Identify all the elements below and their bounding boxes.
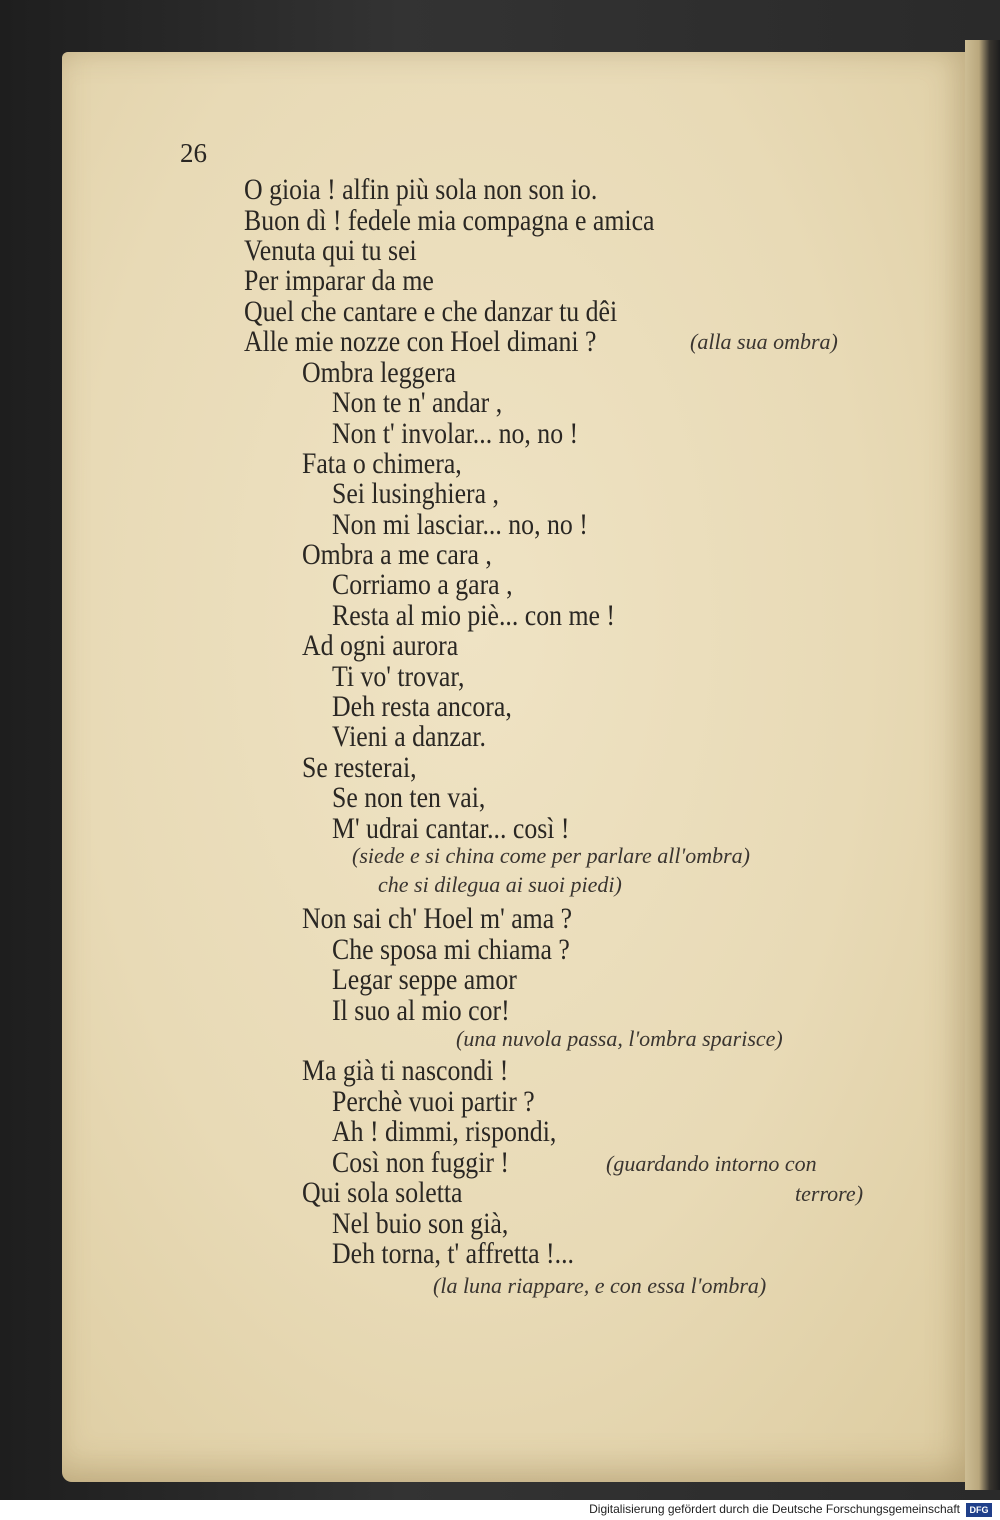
verse-line: Ma già ti nascondi !	[302, 1054, 509, 1087]
stage-direction: (alla sua ombra)	[690, 329, 838, 354]
verse-line: Nel buio son già,	[332, 1207, 509, 1240]
verse-line: Ombra leggera	[302, 356, 457, 389]
verse-line: Non te n' andar ,	[332, 386, 503, 419]
verse-line: Ti vo' trovar,	[332, 660, 465, 693]
verse-line: Ad ogni aurora	[302, 629, 459, 662]
verse-line: Qui sola soletta	[302, 1176, 463, 1209]
verse-line: Resta al mio piè... con me !	[332, 599, 616, 632]
verse-line: Sei lusinghiera ,	[332, 477, 499, 510]
verse-line: Fata o chimera,	[302, 447, 462, 480]
verse-line: Non t' involar... no, no !	[332, 417, 579, 450]
verse-line: Per imparar da me	[244, 264, 434, 297]
digitization-footer	[0, 1500, 1000, 1520]
verse-line: Che sposa mi chiama ?	[332, 933, 570, 966]
verse-line: Non mi lasciar... no, no !	[332, 508, 588, 541]
verse-line: O gioia ! alfin più sola non son io.	[244, 173, 598, 206]
verse-line: Ah ! dimmi, rispondi,	[332, 1115, 557, 1148]
verse-line: Venuta qui tu sei	[244, 234, 417, 267]
stage-direction: terrore)	[795, 1181, 864, 1206]
verse-line: Se non ten vai,	[332, 781, 486, 814]
stage-direction: (una nuvola passa, l'ombra sparisce)	[456, 1026, 783, 1051]
verse-line: Legar seppe amor	[332, 963, 517, 996]
verse-line: Se resterai,	[302, 751, 417, 784]
verse-line: Il suo al mio cor!	[332, 994, 510, 1027]
verse-line: Non sai ch' Hoel m' ama ?	[302, 902, 573, 935]
stage-direction: (la luna riappare, e con essa l'ombra)	[433, 1273, 767, 1298]
verse-line: Deh resta ancora,	[332, 690, 512, 723]
stage-direction: (guardando intorno con	[606, 1151, 817, 1176]
verse-line: Deh torna, t' affretta !...	[332, 1237, 575, 1270]
verse-line: Così non fuggir !	[332, 1146, 510, 1179]
verse-line: Perchè vuoi partir ?	[332, 1085, 535, 1118]
stage-direction: che si dilegua ai suoi piedi)	[378, 872, 622, 897]
verse-line: Vieni a danzar.	[332, 720, 486, 753]
footer-credit: Digitalisierung gefördert durch die Deutsche Forschungsgemeinschaft	[589, 1502, 960, 1516]
verse-line: M' udrai cantar... così !	[332, 812, 570, 845]
stage-direction: (siede e si china come per parlare all'ombra)	[352, 843, 750, 868]
verse-line: Alle mie nozze con Hoel dimani ?	[244, 325, 597, 358]
page-number: 26	[180, 138, 207, 168]
dfg-logo-icon: DFG	[966, 1503, 992, 1517]
verse-line: Ombra a me cara ,	[302, 538, 492, 571]
verse-line: Quel che cantare e che danzar tu dêi	[244, 295, 618, 328]
verse-line: Buon dì ! fedele mia compagna e amica	[244, 204, 655, 237]
verse-line: Corriamo a gara ,	[332, 568, 513, 601]
